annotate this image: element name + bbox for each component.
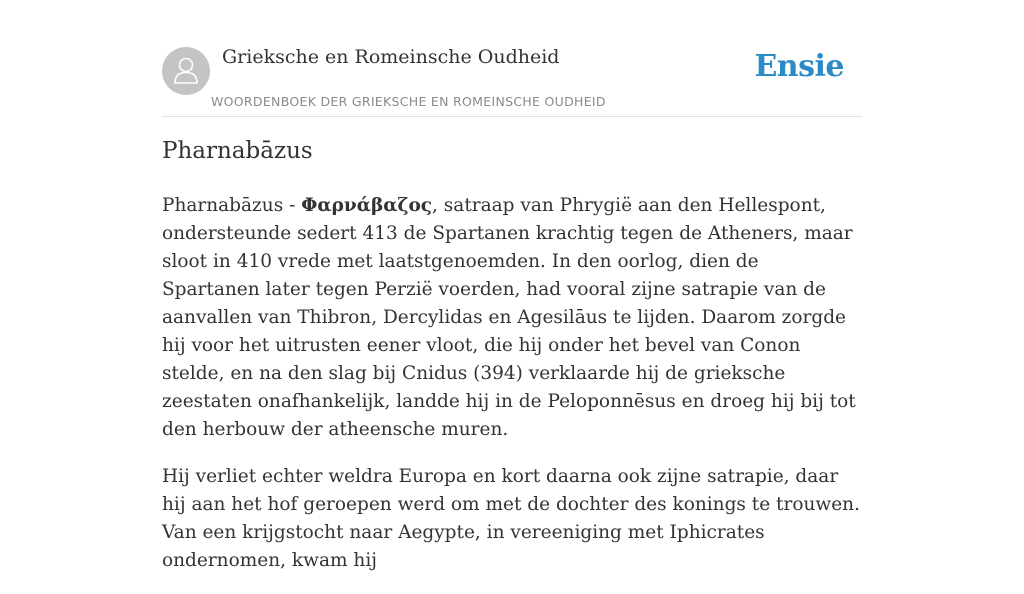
entry-term: Pharnabāzus bbox=[162, 195, 284, 216]
entry-content bbox=[162, 192, 862, 594]
avatar[interactable] bbox=[162, 47, 210, 95]
user-icon bbox=[173, 56, 199, 86]
dictionary-title-link[interactable]: Grieksche en Romeinsche Oudheid bbox=[222, 46, 560, 68]
entry-paragraph-2: Hij verliet echter weldra Europa en kort daarna ook zijne satrapie, daar hij aan het hof geroepen werd om met de dochter des konings te trouwen. Van een krijgstocht naar Aegypte, in vereeniging met Iphicrates ondernomen, kwam hij bbox=[162, 466, 860, 571]
site-header bbox=[162, 46, 862, 117]
term-separator: - bbox=[283, 195, 302, 216]
entry-title: Pharnabāzus bbox=[162, 138, 313, 164]
dictionary-subtitle: WOORDENBOEK DER GRIEKSCHE EN ROMEINSCHE OUDHEID bbox=[211, 94, 606, 109]
greek-term: Φαρνάβαζος bbox=[301, 195, 433, 216]
entry-paragraph-1 bbox=[162, 192, 862, 444]
entry-paragraph-1-text: , satraap van Phrygië aan den Hellespont, ondersteunde sedert 413 de Spartanen krachtig tegen de Atheners, maar sloot in 410 vrede met laatstgenoemden. In den oorlog, dien de Spartanen later tegen Perzië voerden, had vooral zijne satrapie van de aanvallen van Thibron, Dercylidas en Agesilāus te lijden. Daarom zorgde hij voor het uitrusten eener vloot, die hij onder het bevel van Conon stelde, en na den slag bij Cnidus (394) verklaarde hij de grieksche zeestaten onafhankelijk, landde hij in de Peloponnēsus en droeg hij bij tot den herbouw der atheensche muren. bbox=[162, 195, 856, 440]
ensie-logo[interactable]: Ensie bbox=[754, 49, 844, 84]
